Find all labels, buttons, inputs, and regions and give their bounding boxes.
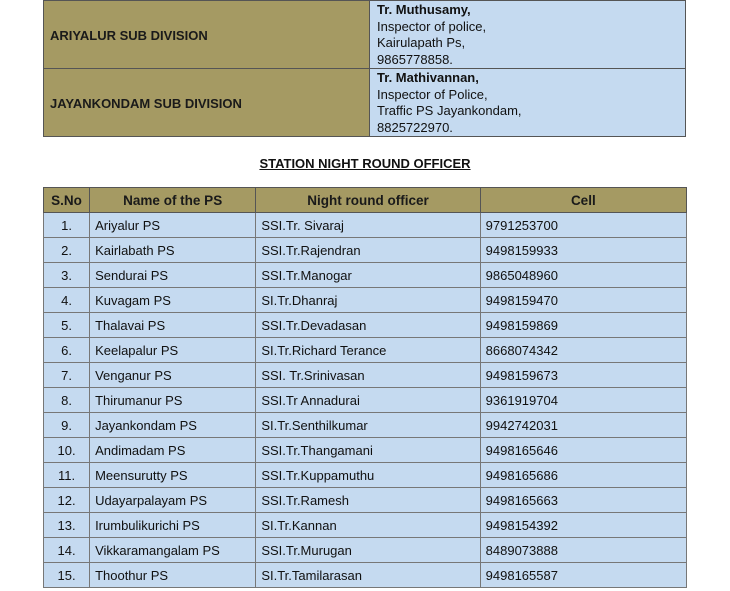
cell-ps-name: Jayankondam PS — [90, 413, 256, 438]
division-officer-cell — [370, 1, 686, 69]
cell-sno: 3. — [44, 263, 90, 288]
cell-phone: 9865048960 — [480, 263, 686, 288]
cell-phone: 8668074342 — [480, 338, 686, 363]
table-row — [44, 213, 687, 238]
division-officer-name: Tr. Muthusamy, — [377, 2, 471, 17]
cell-sno: 11. — [44, 463, 90, 488]
cell-ps-name: Thoothur PS — [90, 563, 256, 588]
table-row — [44, 363, 687, 388]
table-row — [44, 388, 687, 413]
section-title: STATION NIGHT ROUND OFFICER — [259, 156, 471, 171]
cell-sno: 12. — [44, 488, 90, 513]
cell-phone: 9942742031 — [480, 413, 686, 438]
cell-ps-name: Irumbulikurichi PS — [90, 513, 256, 538]
table-row — [44, 513, 687, 538]
cell-sno: 2. — [44, 238, 90, 263]
table-row — [44, 338, 687, 363]
cell-ps-name: Thirumanur PS — [90, 388, 256, 413]
header-sno: S.No — [44, 188, 90, 213]
division-name: ARIYALUR SUB DIVISION — [50, 28, 208, 43]
cell-phone: 9498165587 — [480, 563, 686, 588]
cell-sno: 5. — [44, 313, 90, 338]
cell-phone: 9498159470 — [480, 288, 686, 313]
cell-officer: SSI. Tr.Srinivasan — [256, 363, 480, 388]
division-row — [44, 69, 686, 137]
cell-phone: 9498165663 — [480, 488, 686, 513]
cell-phone: 9498165686 — [480, 463, 686, 488]
cell-phone: 9498154392 — [480, 513, 686, 538]
table-body — [44, 213, 687, 588]
cell-ps-name: Keelapalur PS — [90, 338, 256, 363]
division-officer-line: Inspector of police, — [377, 18, 487, 34]
division-officer-line: Kairulapath Ps, — [377, 35, 466, 50]
cell-sno: 15. — [44, 563, 90, 588]
cell-ps-name: Venganur PS — [90, 363, 256, 388]
table-row — [44, 413, 687, 438]
cell-phone: 8489073888 — [480, 538, 686, 563]
table-row — [44, 288, 687, 313]
cell-officer: SSI.Tr.Kuppamuthu — [256, 463, 480, 488]
cell-officer: SI.Tr.Senthilkumar — [256, 413, 480, 438]
cell-phone: 9498165646 — [480, 438, 686, 463]
cell-officer: SSI.Tr Annadurai — [256, 388, 480, 413]
cell-phone: 9791253700 — [480, 213, 686, 238]
division-officer-cell — [370, 69, 686, 137]
cell-officer: SSI.Tr.Murugan — [256, 538, 480, 563]
header-ps-name: Name of the PS — [90, 188, 256, 213]
table-row — [44, 313, 687, 338]
table-row — [44, 438, 687, 463]
cell-ps-name: Ariyalur PS — [90, 213, 256, 238]
table-row — [44, 538, 687, 563]
division-officer-line: Inspector of Police, — [377, 86, 488, 102]
cell-sno: 4. — [44, 288, 90, 313]
division-name-cell — [44, 69, 370, 137]
cell-ps-name: Andimadam PS — [90, 438, 256, 463]
cell-officer: SSI.Tr.Devadasan — [256, 313, 480, 338]
sub-division-table — [43, 0, 686, 137]
division-officer-line: Traffic PS Jayankondam, — [377, 103, 522, 118]
cell-sno: 8. — [44, 388, 90, 413]
cell-officer: SI.Tr.Tamilarasan — [256, 563, 480, 588]
cell-officer: SI.Tr.Kannan — [256, 513, 480, 538]
cell-ps-name: Kuvagam PS — [90, 288, 256, 313]
division-name-cell — [44, 1, 370, 69]
table-row — [44, 488, 687, 513]
cell-officer: SSI.Tr.Manogar — [256, 263, 480, 288]
cell-sno: 13. — [44, 513, 90, 538]
table-row — [44, 238, 687, 263]
night-round-table — [43, 187, 687, 588]
cell-sno: 14. — [44, 538, 90, 563]
cell-officer: SI.Tr.Richard Terance — [256, 338, 480, 363]
division-officer-phone: 8825722970. — [377, 119, 453, 135]
cell-sno: 1. — [44, 213, 90, 238]
cell-sno: 10. — [44, 438, 90, 463]
header-officer: Night round officer — [256, 188, 480, 213]
division-row — [44, 1, 686, 69]
cell-ps-name: Sendurai PS — [90, 263, 256, 288]
cell-sno: 9. — [44, 413, 90, 438]
table-row — [44, 563, 687, 588]
division-officer-name: Tr. Mathivannan, — [377, 70, 479, 85]
cell-ps-name: Meensurutty PS — [90, 463, 256, 488]
cell-officer: SSI.Tr.Rajendran — [256, 238, 480, 263]
cell-sno: 6. — [44, 338, 90, 363]
cell-sno: 7. — [44, 363, 90, 388]
cell-ps-name: Kairlabath PS — [90, 238, 256, 263]
header-cell: Cell — [480, 188, 686, 213]
division-officer-phone: 9865778858. — [377, 51, 453, 67]
division-name: JAYANKONDAM SUB DIVISION — [50, 96, 242, 111]
table-row — [44, 263, 687, 288]
cell-ps-name: Thalavai PS — [90, 313, 256, 338]
cell-phone: 9498159673 — [480, 363, 686, 388]
cell-officer: SSI.Tr.Thangamani — [256, 438, 480, 463]
cell-phone: 9498159869 — [480, 313, 686, 338]
cell-phone: 9498159933 — [480, 238, 686, 263]
table-row — [44, 463, 687, 488]
cell-officer: SSI.Tr.Ramesh — [256, 488, 480, 513]
cell-officer: SI.Tr.Dhanraj — [256, 288, 480, 313]
cell-ps-name: Udayarpalayam PS — [90, 488, 256, 513]
cell-ps-name: Vikkaramangalam PS — [90, 538, 256, 563]
table-header-row — [44, 188, 687, 213]
cell-phone: 9361919704 — [480, 388, 686, 413]
cell-officer: SSI.Tr. Sivaraj — [256, 213, 480, 238]
